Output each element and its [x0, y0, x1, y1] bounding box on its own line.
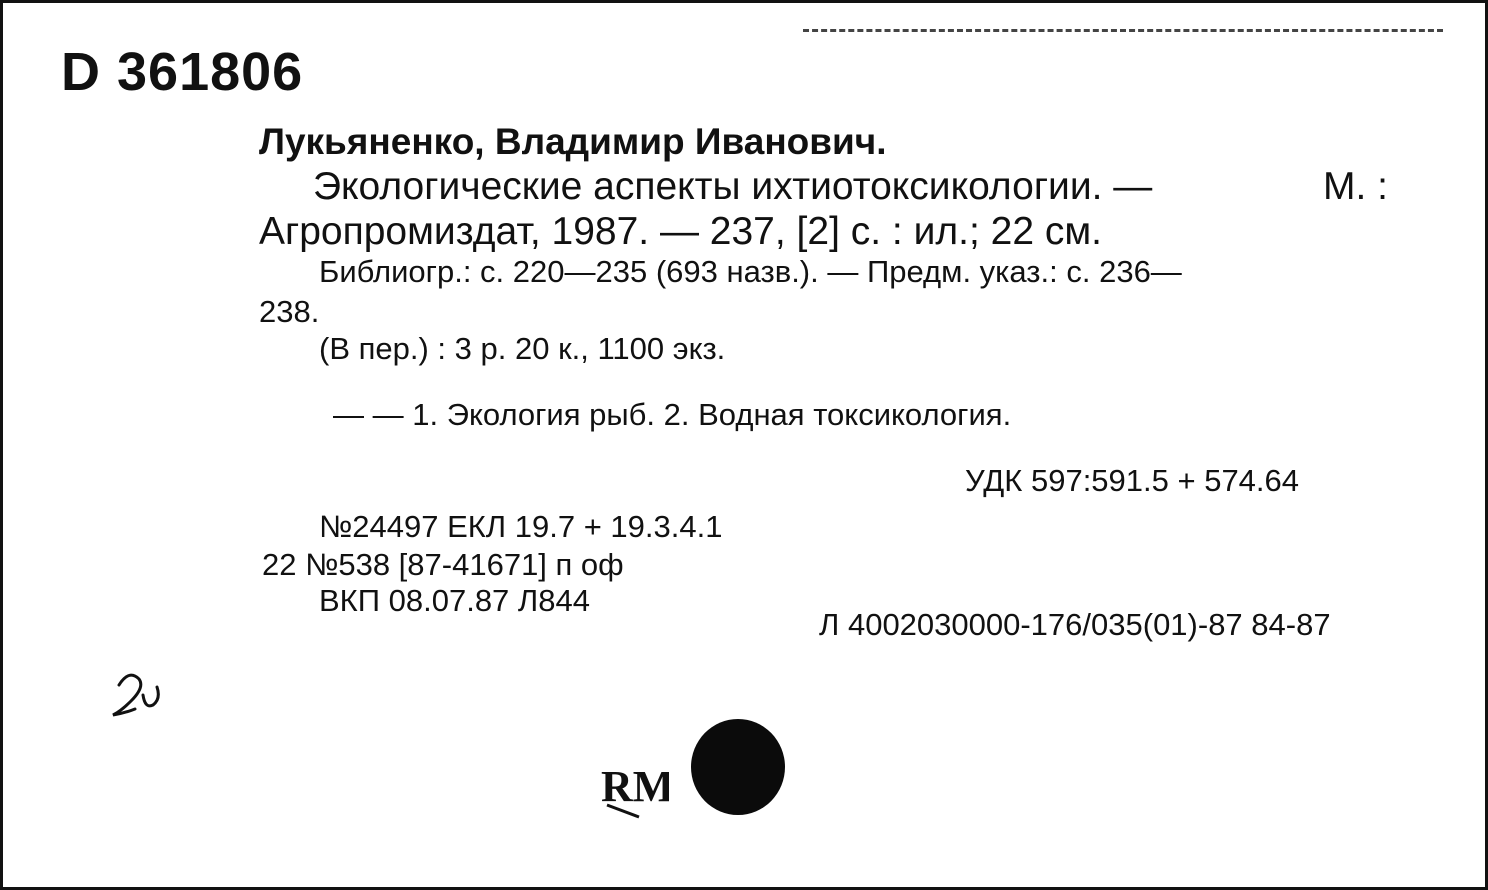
title-text: Экологические аспекты ихтиотоксикологии. — — [313, 165, 1153, 208]
bbk-line: №24497 ЕКЛ 19.7 + 19.3.4.1 — [319, 509, 723, 544]
dashed-rule — [803, 29, 1443, 32]
rm-stamp-icon — [599, 755, 669, 819]
l-code: Л 4002030000-176/035(01)-87 84-87 — [819, 607, 1331, 642]
bibliography-note-continued: 238. — [259, 294, 320, 329]
title-line-1 — [313, 165, 1388, 209]
bibliography-note: Библиогр.: с. 220—235 (693 назв.). — Предм. указ.: с. 236— — [319, 254, 1182, 289]
subject-headings: — — 1. Экология рыб. 2. Водная токсикология. — [333, 397, 1012, 432]
handwritten-mark-icon — [105, 665, 175, 725]
filled-circle-icon — [691, 719, 785, 815]
place-of-publication: М. : — [1323, 165, 1388, 208]
price-line: (В пер.) : 3 р. 20 к., 1100 экз. — [319, 331, 726, 366]
rm-stamp-text: RM — [601, 762, 669, 811]
author-name: Лукьяненко, Владимир Иванович. — [259, 121, 887, 162]
order-line: 22 №538 [87-41671] п оф — [262, 547, 624, 582]
vkp-line: ВКП 08.07.87 Л844 — [319, 583, 590, 618]
udk-code: УДК 597:591.5 + 574.64 — [965, 463, 1300, 498]
title-line-2: Агропромиздат, 1987. — 237, [2] с. : ил.; 22 см. — [259, 210, 1102, 253]
catalog-number: D 361806 — [61, 42, 304, 102]
